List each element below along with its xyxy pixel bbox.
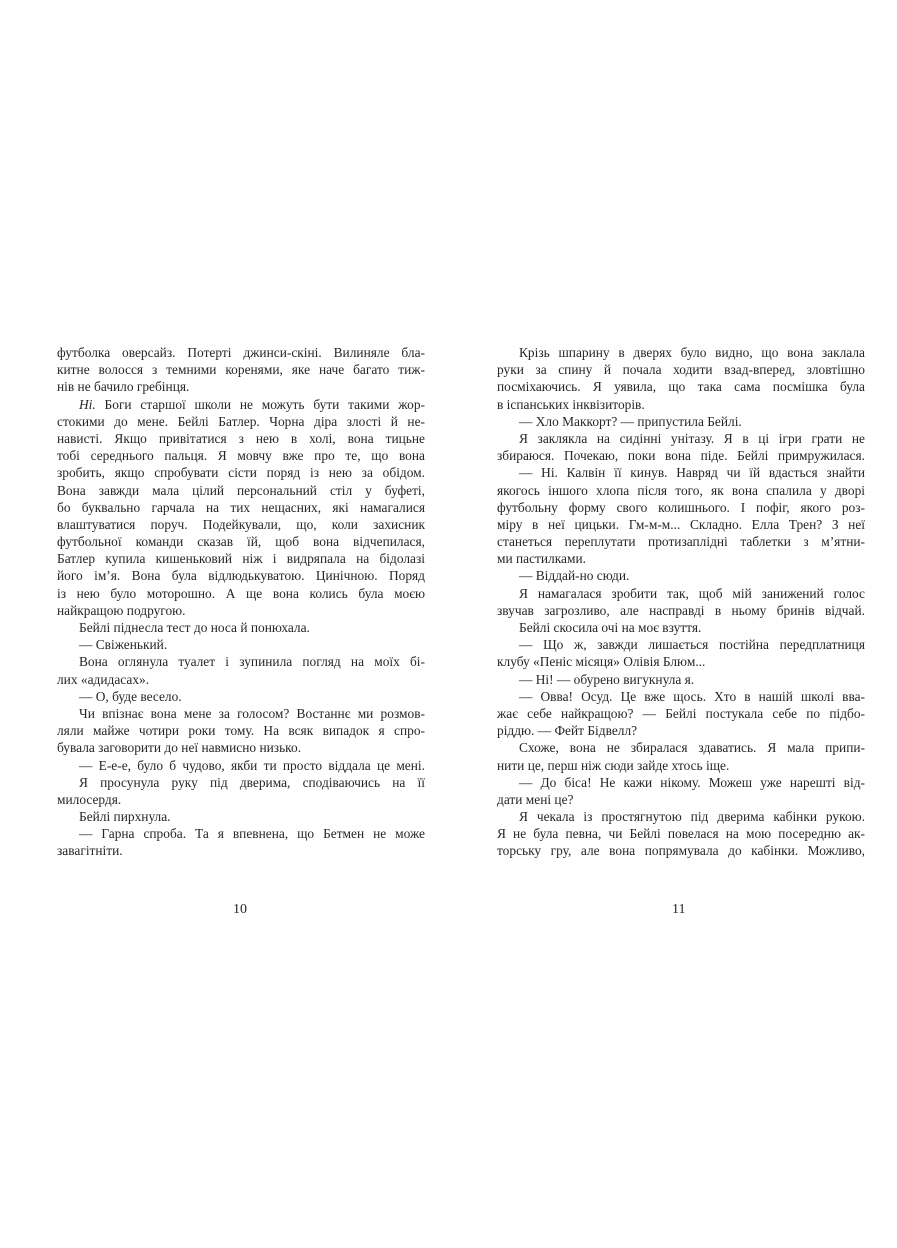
- line-text: його ім’я. Вона була відлюдькуватою. Цинічною. Поряд: [57, 568, 425, 584]
- text-line: [497, 533, 865, 550]
- line-text: — Ні. Калвін її кинув. Навряд чи їй вдасться знайти: [519, 465, 865, 481]
- text-line: [497, 825, 865, 842]
- line-text: влаштуватися поруч. Подейкували, що, коли захисник: [57, 516, 425, 532]
- line-text: Я чекала із простягнутою під дверима кабінки рукою.: [519, 809, 865, 825]
- text-line: [57, 361, 425, 378]
- text-line: [497, 739, 865, 756]
- text-line: [57, 464, 425, 481]
- line-text: Крізь шпарину в дверях було видно, що вона заклала: [519, 345, 865, 360]
- text-line: [497, 499, 865, 516]
- left-page-text: [57, 344, 425, 860]
- line-text: — Овва! Осуд. Це вже щось. Хто в нашій школі вва-: [519, 688, 865, 704]
- line-text: ми пастилками.: [497, 551, 586, 567]
- line-text: — Віддай-но сюди.: [519, 568, 630, 584]
- line-text: Я заклякла на сидінні унітазу. Я в ці ігри грати не: [519, 430, 865, 446]
- text-line: [497, 550, 865, 567]
- line-text: завагітніти.: [57, 843, 123, 859]
- line-text: в іспанських інквізиторів.: [497, 396, 645, 412]
- text-line: [497, 378, 865, 395]
- text-line: [497, 602, 865, 619]
- line-text: найкращою подругою.: [57, 602, 186, 618]
- line-text: ляли майже чотири роки тому. На всяк випадок я спро-: [57, 723, 425, 739]
- text-line: [57, 671, 425, 688]
- line-text: китне волосся з темними коренями, яке наче багато тиж-: [57, 362, 425, 378]
- line-text: Вона завжди мала цілий персональний стіл у буфеті,: [57, 482, 425, 498]
- text-line: [497, 688, 865, 705]
- text-line: [57, 774, 425, 791]
- line-text: — До біса! Не кажи нікому. Можеш уже нарешті від-: [519, 774, 865, 790]
- line-text: Бейлі пирхнула.: [79, 809, 171, 825]
- line-text: — Гарна спроба. Та я впевнена, що Бетмен не може: [79, 826, 425, 842]
- text-line: [497, 653, 865, 670]
- text-line: [497, 464, 865, 481]
- line-text: нів не бачило гребінця.: [57, 379, 190, 395]
- text-line: [497, 808, 865, 825]
- line-text: Чи впізнає вона мене за голосом? Востаннє ми розмов-: [79, 705, 425, 721]
- line-text: Я намагалася зробити так, щоб мій занижений голос: [519, 585, 865, 601]
- text-line: [57, 533, 425, 550]
- text-line: [57, 842, 425, 859]
- text-line: [57, 482, 425, 499]
- text-line: [57, 705, 425, 722]
- line-text: якогось іншого хлопа після того, як вона спалила у дворі: [497, 482, 865, 498]
- text-line: [497, 413, 865, 430]
- text-line: [497, 396, 865, 413]
- text-line: [497, 619, 865, 636]
- text-line: [57, 447, 425, 464]
- line-text: бо буквально гарчала на тих нещасних, які намагалися: [57, 499, 425, 515]
- text-line: [57, 344, 425, 361]
- text-line: [497, 636, 865, 653]
- line-text: — Що ж, завжди лишається постійна передплатниця: [519, 637, 865, 653]
- line-text: нити це, перш ніж сюди зайде хтось іще.: [497, 757, 730, 773]
- text-line: [57, 722, 425, 739]
- line-text: дати мені це?: [497, 791, 574, 807]
- text-line: [57, 516, 425, 533]
- line-text: торську гру, але вона попрямувала до кабінки. Можливо,: [497, 843, 865, 859]
- line-text: футболка оверсайз. Потерті джинси-скіні. Вилиняле бла-: [57, 345, 425, 360]
- line-text: Бейлі скосила очі на моє взуття.: [519, 620, 702, 635]
- text-line: [497, 774, 865, 791]
- text-line: [497, 516, 865, 533]
- text-line: [497, 791, 865, 808]
- text-line: [497, 430, 865, 447]
- line-text: нависті. Якщо привітатися з нею в холі, вона тицьне: [57, 430, 425, 446]
- line-text: бувала заговорити до неї навмисно низько.: [57, 740, 302, 756]
- line-text: Вона оглянула туалет і зупинила погляд на моїх бі-: [79, 654, 425, 670]
- line-text: посміхаючись. Я уявила, що така сама посмішка була: [497, 379, 865, 395]
- italic-text: Ні.: [79, 396, 96, 412]
- line-text: збираюся. Почекаю, поки вона піде. Бейлі примружилася.: [497, 448, 865, 464]
- line-text: стокими до мене. Бейлі Батлер. Чорна діра злості й не-: [57, 413, 425, 429]
- text-line: [57, 808, 425, 825]
- text-line: [497, 482, 865, 499]
- text-line: [57, 636, 425, 653]
- text-line: [57, 757, 425, 774]
- line-text: лих «адидасах».: [57, 671, 150, 687]
- text-line: [497, 361, 865, 378]
- text-line: [57, 739, 425, 756]
- line-text: — Хло Маккорт? — припустила Бейлі.: [519, 413, 742, 429]
- text-line: [57, 378, 425, 395]
- line-text: Бейлі піднесла тест до носа й понюхала.: [79, 620, 310, 635]
- line-text: — О, буде весело.: [79, 688, 182, 704]
- line-text: футбольну форму свого колишнього. І пофіг, якого роз-: [497, 499, 865, 515]
- text-line: [497, 705, 865, 722]
- text-line: [497, 585, 865, 602]
- page-number-right: 11: [672, 902, 686, 917]
- text-line: [497, 671, 865, 688]
- text-line: [57, 688, 425, 705]
- line-text: із нею було моторошно. А ще вона колись була моєю: [57, 585, 425, 601]
- line-text: Схоже, вона не збиралася здаватись. Я мала припи-: [519, 740, 865, 756]
- line-text: Я не була певна, чи Бейлі повелася на мою посередню ак-: [497, 826, 865, 842]
- text-line: [57, 825, 425, 842]
- text-line: [57, 396, 425, 413]
- line-text: Батлер купила кишеньковий ніж і видряпала на бідолазі: [57, 551, 425, 567]
- text-line: [497, 842, 865, 859]
- text-line: [57, 567, 425, 584]
- text-line: [57, 653, 425, 670]
- text-line: [497, 447, 865, 464]
- text-line: [497, 722, 865, 739]
- page-number-left: 10: [233, 902, 247, 917]
- text-line: [57, 585, 425, 602]
- text-line: [57, 413, 425, 430]
- right-page-text: [497, 344, 865, 860]
- line-text: милосердя.: [57, 791, 122, 807]
- text-line: [497, 757, 865, 774]
- line-text: — Е-е-е, було б чудово, якби ти просто віддала це мені.: [79, 757, 425, 773]
- line-text: Боги старшої школи не можуть бути такими жор-: [95, 396, 425, 412]
- line-text: клубу «Пеніс місяця» Олівія Блюм...: [497, 654, 706, 670]
- line-text: ріддю. — Фейт Бідвелл?: [497, 723, 638, 739]
- text-line: [497, 567, 865, 584]
- line-text: звучав загрозливо, але насправді в ньому бринів відчай.: [497, 602, 865, 618]
- line-text: жає себе найкращою? — Бейлі постукала себе по підбо-: [497, 705, 865, 721]
- line-text: футбольної команди сказав їй, щоб вона відчепилася,: [57, 534, 425, 550]
- line-text: міру в неї цицьки. Гм-м-м... Складно. Елла Трен? З неї: [497, 516, 865, 532]
- line-text: руки за спину й почала ходити взад-вперед, зловтішно: [497, 362, 865, 378]
- text-line: [57, 430, 425, 447]
- line-text: Я просунула руку під дверима, сподіваючись на її: [79, 774, 425, 790]
- text-line: [57, 499, 425, 516]
- text-line: [57, 791, 425, 808]
- text-line: [57, 619, 425, 636]
- line-text: — Ні! — обурено вигукнула я.: [519, 671, 695, 687]
- text-line: [497, 344, 865, 361]
- line-text: — Свіженький.: [79, 637, 168, 653]
- line-text: зробить, якщо спробувати сісти поряд із нею за обідом.: [57, 465, 425, 481]
- line-text: станеться переплутати протизаплідні таблетки з м’ятни-: [497, 534, 865, 550]
- line-text: тобі середнього пальця. Я мовчу вже про те, що вона: [57, 448, 425, 464]
- text-line: [57, 602, 425, 619]
- text-line: [57, 550, 425, 567]
